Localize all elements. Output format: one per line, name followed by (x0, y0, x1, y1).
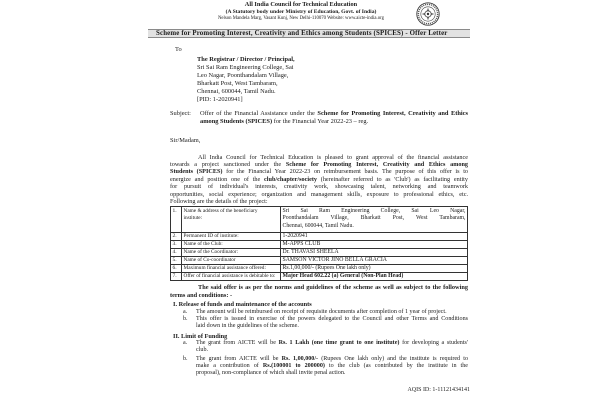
bold-text: among Students (SPICES) (200, 118, 273, 125)
text-run: for the Financial Year 2022-23 – reg. (272, 118, 369, 125)
table-row (171, 233, 468, 241)
row-value: Dr. THAVASI SHEELA (281, 249, 468, 257)
title-band (148, 29, 470, 39)
text-line (170, 168, 468, 175)
text-run: Offer of the Financial Assistance under the (200, 110, 318, 117)
row-number: 6. (171, 264, 182, 272)
table-row (171, 241, 468, 249)
text-line (170, 191, 468, 198)
bold-text: Rs. 1,00,000/- (281, 356, 319, 362)
row-number: 5. (171, 257, 182, 265)
text-run: club. (196, 347, 209, 354)
text-run: The amount will be reimbursed on receipt of requisite documents after completion of 1 year of project. (196, 309, 447, 315)
row-value: 1-2020941 (281, 233, 468, 241)
row-number: 4. (171, 249, 182, 257)
row-label-line: institute: (183, 215, 203, 222)
text-run: The grant from AICTE will be (196, 340, 279, 346)
text-run: proposal), non-compliance of which shall invite penal action. (196, 370, 346, 377)
aqis-id: AQIS ID: 1-11121434141 (407, 387, 470, 393)
text-run: All India Council for Technical Education is pleased to grant approval of the financial assistance (198, 153, 468, 161)
text-line (170, 292, 468, 300)
text-line (200, 118, 468, 126)
bold-text: Scheme for Promoting Interest, Creativity and Ethics among (285, 160, 468, 168)
table-row (171, 272, 468, 280)
text-run: for pursuit of individual's interests, creativity work, showcasing talent, networking and teamwork (170, 183, 468, 191)
text-run: to the club (as contributed by the institute in the (324, 363, 469, 370)
row-value: M-APPS CLUB (281, 241, 468, 249)
row-value-line: Chennai, 600044, Tamil Nadu. (282, 222, 354, 229)
org-name: All India Council for Technical Education (244, 1, 358, 8)
text-line (196, 340, 468, 347)
bold-text: The said offer is as per the norms and guidelines of the scheme as well as subject to the following (198, 284, 468, 291)
body-paragraph (170, 154, 468, 206)
text-run: Following are the details of the project: (170, 197, 268, 205)
text-run: (hereinafter referred to as 'Club') as facilitating entity (316, 175, 468, 183)
row-value-line: Sri Sai Ram Engineering College, Sai Leo Nagar, (282, 207, 466, 214)
text-line (170, 183, 468, 190)
recipient-address-line: Bharkatt Post, West Tambaram, (197, 79, 278, 87)
row-label: Name of the Coordinator: (182, 249, 281, 257)
section-heading-limit-of-funding: II. Limit of Funding (173, 333, 228, 340)
row-label-line: Name & address of the beneficiary (183, 207, 258, 214)
row-value (281, 206, 468, 233)
org-subtitle: (A Statutory body under Ministry of Education, Govt. of India) (225, 8, 377, 15)
term-item (183, 356, 468, 378)
row-number: 1. (171, 206, 182, 233)
term-item (183, 340, 468, 354)
text-run: for developing a students' (399, 340, 468, 346)
project-details-table (170, 206, 468, 281)
term-item (183, 316, 468, 330)
row-label: Name of Co-coordinator (182, 257, 281, 265)
row-label (182, 206, 281, 233)
item-marker: b. (183, 316, 188, 322)
bold-text: Rs.(100001 to 200000) (262, 363, 325, 370)
item-text (196, 356, 468, 378)
text-line (200, 110, 468, 118)
row-label: Maximum financial assistance offered: (182, 264, 281, 272)
recipient-address-line: Leo Nagar, Poonthandalam Village, (197, 71, 289, 79)
text-run: (Rupees One lakh only) and the institute is required to (318, 356, 468, 362)
row-value: SAMSON VICTOR JINO BELLA GRACIA (281, 257, 468, 265)
table-row (171, 206, 468, 233)
document-title: Scheme for Promoting Interest, Creativity and Ethics among Students (SPICES) - Offer Letter (156, 29, 448, 37)
text-line (196, 323, 468, 330)
text-line (170, 161, 468, 168)
row-label: Offer of financial assistance is debitable to: (182, 272, 281, 280)
subject-text (200, 110, 468, 126)
text-run: energize and position one of the (170, 175, 265, 183)
salutation: Sir/Madam, (170, 137, 201, 144)
terms-intro (170, 284, 468, 300)
bold-text: club/chapter/society (264, 175, 317, 183)
item-marker: b. (183, 356, 188, 362)
row-number: 3. (171, 241, 182, 249)
text-line (170, 284, 468, 292)
recipient-address (197, 56, 295, 103)
text-run: towards a project sanctioned under the (170, 160, 286, 168)
text-line (196, 347, 468, 354)
to-label: To (175, 46, 182, 53)
row-value-line: Poonthandalam Village, Bharkatt Post, West Tambaram, (282, 215, 466, 222)
text-line (170, 176, 468, 183)
recipient-address-line: Chennai, 600044, Tamil Nadu. (197, 87, 276, 95)
table-row (171, 264, 468, 272)
text-line (170, 154, 468, 161)
text-line (196, 370, 468, 377)
item-text (196, 340, 468, 354)
row-label: Name of the Club: (182, 241, 281, 249)
text-run: This offer is issued in exercise of the powers delegated to the Council and other Terms and Conditions (196, 316, 468, 322)
row-label: Permanent ID of institute: (182, 233, 281, 241)
text-run: laid down in the guidelines of the scheme. (196, 323, 299, 330)
text-run: The grant from AICTE will be (196, 356, 282, 362)
row-number: 2. (171, 233, 182, 241)
recipient-address-line: Sri Sai Ram Engineering College, Sai (197, 63, 294, 71)
text-run: for the Financial Year 2022-23 on reimbursement basis. The purpose of this offer is to (222, 168, 469, 176)
text-line (170, 198, 468, 205)
item-text (196, 316, 468, 330)
aicte-emblem-icon (416, 2, 440, 26)
table-row (171, 257, 468, 265)
section-heading-release-of-funds: I. Release of funds and maintenance of the accounts (173, 301, 312, 308)
org-address: Nelson Mandela Marg, Vasant Kunj, New Delhi-110070 Website: www.aicte-india.org (217, 15, 385, 21)
text-run: opportunities, social experience; organization and management skills, exposure to professional ethics, etc. (170, 190, 468, 198)
item-marker: a. (183, 309, 188, 315)
bold-text: Rs. 1 Lakh (one time grant to one institute) (278, 340, 400, 346)
table-row (171, 249, 468, 257)
row-number: 7. (171, 272, 182, 280)
subject-label: Subject: (170, 110, 191, 117)
row-value: Major Head 602.22 (a) General (Non-Plan Head) (281, 272, 468, 280)
row-value: Rs.1,00,000/- (Rupees One lakh only) (281, 264, 468, 272)
recipient-designation: The Registrar / Director / Principal, (197, 56, 295, 63)
bold-text: Students (SPICES) (170, 168, 223, 176)
bold-text: terms and conditions: - (170, 291, 233, 299)
text-run: make a contribution of (196, 363, 263, 370)
item-marker: a. (183, 340, 188, 346)
recipient-pid: [PID: 1-2020941] (197, 95, 243, 103)
bold-text: Scheme for Promoting Interest, Creativity and Ethics (317, 110, 468, 117)
